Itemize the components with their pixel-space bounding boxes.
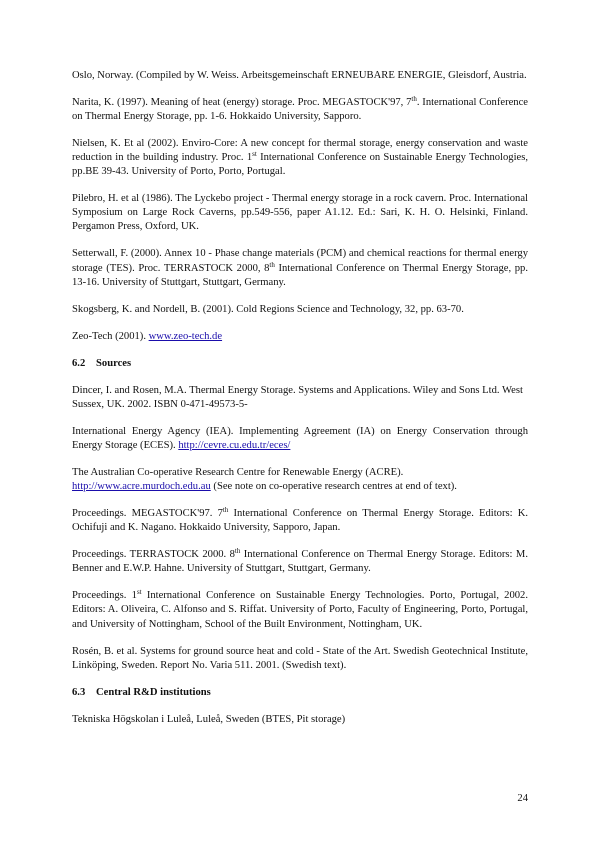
reference-entry-setterwall bbox=[72, 247, 528, 289]
source-text: Proceedings. 1 bbox=[72, 590, 137, 602]
superscript: st bbox=[136, 588, 142, 597]
document-page bbox=[72, 69, 528, 740]
superscript: th bbox=[269, 260, 275, 269]
institution-entry-lulea: Tekniska Högskolan i Luleå, Luleå, Sweden (BTES, Pit storage) bbox=[72, 713, 346, 725]
reference-entry-nielsen bbox=[72, 137, 528, 179]
source-entry-megastock bbox=[72, 507, 528, 535]
superscript: th bbox=[234, 547, 241, 556]
reference-text: . International Conference on Thermal Energy Storage, pp. 1-6. Hokkaido University, Sapporo. bbox=[72, 96, 529, 123]
zeotech-link[interactable]: www.zeo-tech.de bbox=[148, 330, 223, 342]
section-heading-sources bbox=[72, 357, 528, 371]
source-text: (See note on co-operative research centres at end of text). bbox=[210, 481, 457, 493]
source-entry-terrastock bbox=[72, 548, 528, 576]
source-entry-iea bbox=[72, 425, 528, 453]
reference-text: Narita, K. (1997). Meaning of heat (energy) storage. Proc. MEGASTOCK'97, 7 bbox=[72, 96, 412, 108]
source-text: The Australian Co-operative Research Centre for Renewable Energy (ACRE). bbox=[72, 467, 404, 479]
section-number: 6.2 bbox=[72, 357, 86, 369]
source-text: International Energy Agency (IEA). Implementing Agreement (IA) on Energy Conservation through Energy Storage (ECES). bbox=[72, 426, 528, 452]
reference-text: Setterwall, F. (2000). Annex 10 - Phase change materials (PCM) and chemical reactions for thermal energy storage (TES). Proc. TERRASTOCK 2000, 8 bbox=[72, 248, 528, 274]
reference-text: International Conference on Sustainable Energy Technologies, pp.BE 39-43. University of Porto, Porto, Portugal. bbox=[72, 152, 528, 178]
source-text: Proceedings. TERRASTOCK 2000. 8 bbox=[72, 549, 235, 561]
source-entry-set-conference bbox=[72, 589, 528, 631]
source-entry-dincer: Dincer, I. and Rosen, M.A. Thermal Energy Storage. Systems and Applications. Wiley and Sons Ltd. West Sussex, UK. 2002. ISBN 0-471-49573-5- bbox=[72, 384, 523, 411]
reference-text: International Conference on Thermal Energy Storage, pp. 13-16. University of Stuttgart, Stuttgart, Germany. bbox=[72, 262, 528, 288]
section-heading-institutions bbox=[72, 686, 528, 700]
source-entry-rosen: Rosén, B. et al. Systems for ground source heat and cold - State of the Art. Swedish Geotechnical Institute, Linköping, Sweden. Report No. Varia 511. 2001. (Swedish text). bbox=[72, 645, 528, 671]
reference-entry-pilebro: Pilebro, H. et al (1986). The Lyckebo project - Thermal energy storage in a rock cavern. Proc. International Symposium on Large Rock Caverns, pp.549-556, paper A1.12. Ed.: Sari, K. H. O. Helsinki, Finland. Pergamon Press, Oxford, UK. bbox=[72, 193, 528, 233]
reference-entry-oslo: Oslo, Norway. (Compiled by W. Weiss. Arbeitsgemeinschaft ERNEUBARE ENERGIE, Gleisdorf, Austria. bbox=[72, 70, 527, 81]
reference-entry-narita bbox=[72, 96, 528, 124]
reference-entry-zeotech bbox=[72, 330, 528, 344]
source-text: International Conference on Thermal Energy Storage. Editors: M. Benner and E.W.P. Hahne. University of Stuttgart, Stuttgart, Germany. bbox=[72, 549, 528, 575]
section-title: Central R&D institutions bbox=[96, 686, 211, 698]
source-text: International Conference on Thermal Energy Storage. Editors: K. Ochifuji and K. Nagano. Hokkaido University, Sapporo, Japan. bbox=[72, 508, 529, 534]
section-number: 6.3 bbox=[72, 686, 86, 698]
eces-link[interactable]: http://cevre.cu.edu.tr/eces/ bbox=[178, 440, 291, 452]
source-text: International Conference on Sustainable Energy Technologies. Porto, Portugal, 2002. Editors: A. Oliveira, C. Alfonso and S. Riffat. University of Porto, Faculty of Engineering, Porto, Portugal, and University of Nottingham, School of the Built Environment, Nottingham, UK. bbox=[72, 590, 529, 630]
superscript: st bbox=[252, 150, 257, 159]
superscript: th bbox=[411, 94, 417, 103]
superscript: th bbox=[222, 506, 229, 515]
source-text: Proceedings. MEGASTOCK'97. 7 bbox=[72, 508, 223, 520]
acre-link[interactable]: http://www.acre.murdoch.edu.au bbox=[72, 481, 211, 493]
section-title: Sources bbox=[96, 357, 132, 369]
source-entry-acre bbox=[72, 466, 528, 494]
reference-entry-skogsberg: Skogsberg, K. and Nordell, B. (2001). Cold Regions Science and Technology, 32, pp. 63-70. bbox=[72, 303, 464, 315]
reference-text: Nielsen, K. Et al (2002). Enviro-Core: A new concept for thermal storage, energy conservation and waste reduction in the building industry. Proc. 1 bbox=[72, 138, 528, 164]
reference-text: Zeo-Tech (2001). bbox=[72, 330, 149, 342]
page-number: 24 bbox=[517, 793, 528, 804]
